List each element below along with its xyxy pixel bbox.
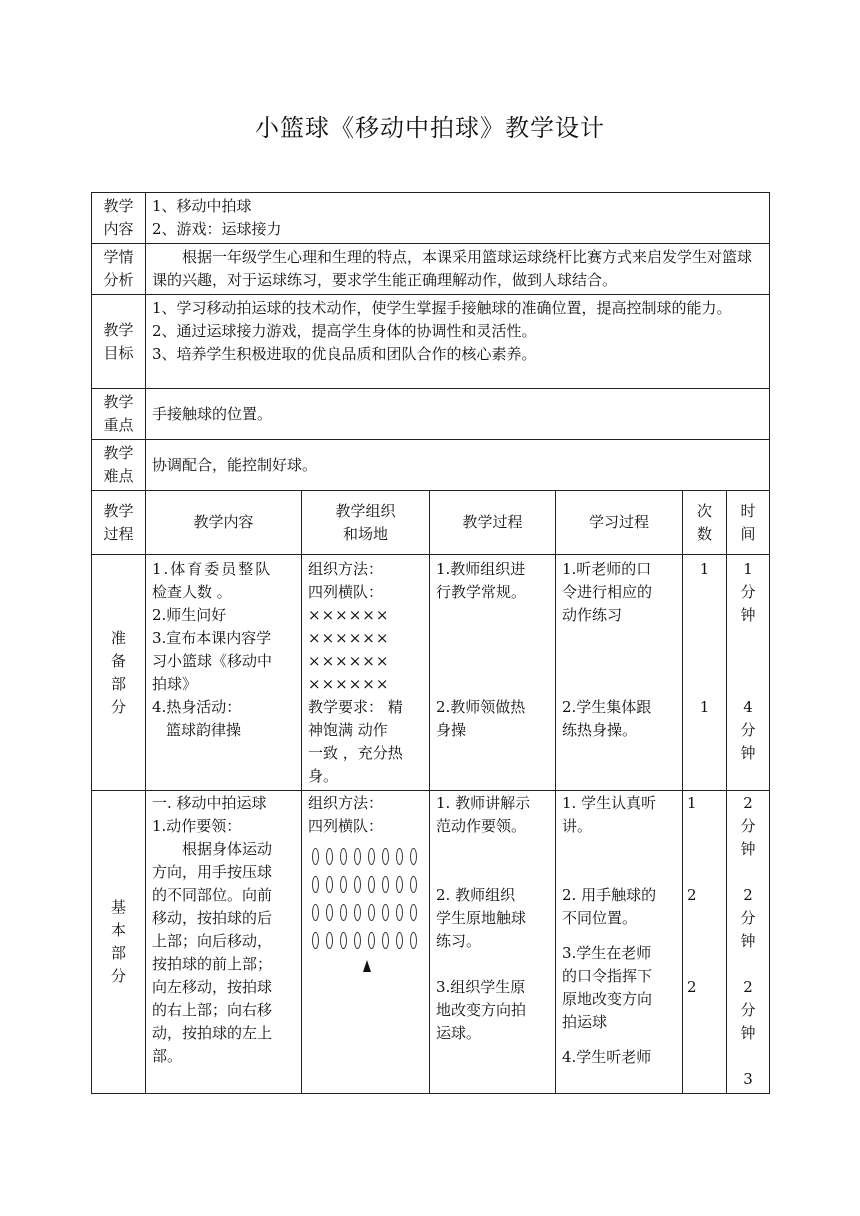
basic-line: 动，按拍球的左上 bbox=[152, 1024, 273, 1042]
time-value: 2 bbox=[743, 886, 753, 904]
count-value: 2 bbox=[687, 978, 697, 996]
formation-row: ×××××× bbox=[308, 629, 390, 647]
label-line: 分析 bbox=[103, 271, 134, 289]
time-value: 2 bbox=[743, 794, 753, 812]
prep-line: 3.宣布本课内容学 bbox=[152, 629, 272, 647]
basic-organization bbox=[302, 791, 430, 1094]
goal-line: 1、学习移动拍运球的技术动作，使学生掌握手接触球的准确位置，提高控制球的能力。 bbox=[152, 299, 732, 317]
student-analysis-text: 根据一年级学生心理和生理的特点，本课采用篮球运球绕杆比赛方式来启发学生对篮球课的兴趣，对于运球练习，要求学生能正确理解动作，做到人球结合。 bbox=[146, 244, 770, 295]
basic-subheading: 1.动作要领： bbox=[152, 817, 242, 835]
header-line: 数 bbox=[696, 524, 712, 543]
count-value: 1 bbox=[699, 560, 710, 578]
label-teaching-goals bbox=[92, 295, 146, 389]
formation-diagram bbox=[308, 844, 423, 972]
label-line: 学情 bbox=[103, 248, 134, 266]
row-teaching-goals bbox=[92, 295, 770, 389]
formation-row bbox=[308, 872, 423, 900]
section-char: 部 bbox=[110, 674, 126, 693]
prep-teaching bbox=[430, 555, 556, 791]
difficulty-text: 协调配合，能控制好球。 bbox=[146, 440, 770, 491]
key-point-text: 手接触球的位置。 bbox=[146, 389, 770, 440]
prep-line: 拍球》 bbox=[152, 675, 198, 693]
basic-learning bbox=[556, 791, 683, 1094]
prep-time bbox=[727, 555, 770, 791]
prep-learning bbox=[556, 555, 683, 791]
label-line: 教学 bbox=[103, 501, 134, 520]
teacher-triangle-icon bbox=[363, 960, 371, 972]
org-method: 组织方法： bbox=[308, 794, 384, 812]
org-requirement: 神饱满 动作 bbox=[308, 721, 388, 739]
time-value: 4 bbox=[743, 698, 753, 716]
learn-line: 不同位置。 bbox=[562, 909, 638, 927]
goal-line: 3、培养学生积极进取的优良品质和团队合作的核心素养。 bbox=[152, 345, 537, 363]
prep-count bbox=[683, 555, 727, 791]
section-char: 分 bbox=[110, 967, 126, 985]
time-unit: 分 bbox=[740, 1001, 756, 1019]
section-char: 基 bbox=[110, 898, 126, 916]
time-unit: 钟 bbox=[740, 606, 756, 624]
header-content: 教学内容 bbox=[146, 491, 302, 555]
basic-heading: 一. 移动中拍运球 bbox=[152, 794, 267, 812]
learn-line: 练热身操。 bbox=[562, 721, 638, 739]
section-preparation-label bbox=[92, 555, 146, 791]
header-time bbox=[727, 491, 770, 555]
section-char: 准 bbox=[110, 628, 126, 647]
label-student-analysis bbox=[92, 244, 146, 295]
learn-line: 1.听老师的口 bbox=[562, 560, 652, 578]
time-unit: 分 bbox=[740, 583, 756, 601]
org-formation: 四列横队： bbox=[308, 817, 384, 835]
learn-line: 讲。 bbox=[562, 817, 593, 835]
basic-count bbox=[683, 791, 727, 1094]
document-title: 小篮球《移动中拍球》教学设计 bbox=[255, 114, 605, 142]
header-process bbox=[92, 491, 146, 555]
teach-line: 1.教师组织进 bbox=[436, 560, 526, 578]
learn-line: 原地改变方向 bbox=[562, 990, 653, 1008]
formation-row bbox=[308, 844, 423, 872]
time-value: 1 bbox=[743, 560, 753, 578]
teach-line: 3.组织学生原 bbox=[436, 978, 526, 996]
formation-row bbox=[308, 928, 423, 956]
goal-line: 2、通过运球接力游戏，提高学生身体的协调性和灵活性。 bbox=[152, 322, 537, 340]
label-line: 教学 bbox=[103, 393, 134, 411]
time-value: 3 bbox=[743, 1070, 753, 1088]
row-basic bbox=[92, 791, 770, 1094]
count-value: 1 bbox=[687, 794, 697, 812]
content-line: 2、游戏：运球接力 bbox=[152, 220, 282, 238]
teaching-goals-text bbox=[146, 295, 770, 389]
teaching-content-text bbox=[146, 193, 770, 244]
label-key-point bbox=[92, 389, 146, 440]
row-teaching-content bbox=[92, 193, 770, 244]
time-unit: 钟 bbox=[740, 1024, 756, 1042]
prep-line: 习小篮球《移动中 bbox=[152, 652, 273, 670]
prep-line: 2.师生问好 bbox=[152, 606, 227, 624]
learn-line: 2.学生集体跟 bbox=[562, 698, 652, 716]
time-unit: 分 bbox=[740, 721, 756, 739]
org-method: 组织方法： bbox=[308, 560, 384, 578]
basic-line: 向左移动，按拍球 bbox=[152, 978, 273, 996]
learn-line: 动作练习 bbox=[562, 606, 623, 624]
count-value: 2 bbox=[687, 886, 697, 904]
time-unit: 钟 bbox=[740, 840, 756, 858]
prep-content bbox=[146, 555, 302, 791]
label-line: 教学 bbox=[103, 197, 134, 215]
row-process-header bbox=[92, 491, 770, 555]
teach-line: 2.教师领做热 bbox=[436, 698, 526, 716]
basic-line: 上部；向后移动， bbox=[152, 932, 273, 950]
teach-line: 身操 bbox=[436, 721, 467, 739]
formation-row bbox=[308, 900, 423, 928]
learn-line: 3.学生在老师 bbox=[562, 944, 652, 962]
header-line: 和场地 bbox=[342, 524, 388, 543]
basic-line: 根据身体运动 bbox=[182, 840, 273, 858]
prep-line: 篮球韵律操 bbox=[166, 721, 242, 739]
header-line: 教学组织 bbox=[335, 501, 396, 520]
label-line: 难点 bbox=[103, 467, 134, 485]
learn-line: 的口令指挥下 bbox=[562, 967, 653, 985]
time-value: 2 bbox=[743, 978, 753, 996]
section-char: 备 bbox=[110, 651, 126, 670]
label-difficulty bbox=[92, 440, 146, 491]
content-line: 1、移动中拍球 bbox=[152, 197, 252, 215]
row-preparation bbox=[92, 555, 770, 791]
teach-line: 范动作要领。 bbox=[436, 817, 527, 835]
basic-content bbox=[146, 791, 302, 1094]
time-unit: 钟 bbox=[740, 744, 756, 762]
prep-line: 检查人数 。 bbox=[152, 583, 232, 601]
teach-line: 学生原地触球 bbox=[436, 909, 527, 927]
learn-line: 令进行相应的 bbox=[562, 583, 653, 601]
basic-line: 按拍球的前上部； bbox=[152, 955, 273, 973]
basic-time bbox=[727, 791, 770, 1094]
basic-line: 的不同部位。向前 bbox=[152, 886, 273, 904]
teach-line: 运球。 bbox=[436, 1024, 482, 1042]
header-line: 次 bbox=[696, 501, 712, 520]
header-learning-process: 学习过程 bbox=[556, 491, 683, 555]
learn-line: 1. 学生认真听 bbox=[562, 794, 657, 812]
label-line: 教学 bbox=[103, 444, 134, 462]
teach-line: 2. 教师组织 bbox=[436, 886, 516, 904]
row-key-point bbox=[92, 389, 770, 440]
org-requirement: 身。 bbox=[308, 767, 339, 785]
label-line: 教学 bbox=[103, 320, 134, 339]
basic-teaching bbox=[430, 791, 556, 1094]
time-unit: 分 bbox=[740, 909, 756, 927]
section-char: 本 bbox=[110, 921, 126, 939]
org-requirement: 教学要求： 精 bbox=[308, 698, 403, 716]
teach-line: 练习。 bbox=[436, 932, 482, 950]
prep-line: 4.热身活动： bbox=[152, 698, 242, 716]
prep-line: 1.体育委员整队 bbox=[152, 560, 273, 578]
basic-line: 部。 bbox=[152, 1047, 183, 1065]
time-unit: 分 bbox=[740, 817, 756, 835]
section-char: 分 bbox=[110, 697, 126, 716]
formation-row: ×××××× bbox=[308, 675, 390, 693]
lesson-plan-table bbox=[91, 192, 770, 1094]
time-unit: 钟 bbox=[740, 932, 756, 950]
prep-organization bbox=[302, 555, 430, 791]
row-student-analysis bbox=[92, 244, 770, 295]
label-line: 内容 bbox=[103, 220, 134, 238]
basic-line: 移动，按拍球的后 bbox=[152, 909, 273, 927]
header-line: 间 bbox=[740, 524, 756, 543]
label-line: 重点 bbox=[103, 416, 134, 434]
label-line: 过程 bbox=[103, 524, 134, 543]
formation-row: ×××××× bbox=[308, 606, 390, 624]
teach-line: 地改变方向拍 bbox=[436, 1001, 527, 1019]
learn-line: 4.学生听老师 bbox=[562, 1048, 652, 1066]
teach-line: 行教学常规。 bbox=[436, 583, 527, 601]
learn-line: 拍运球 bbox=[562, 1013, 608, 1031]
row-difficulty bbox=[92, 440, 770, 491]
org-formation: 四列横队： bbox=[308, 583, 384, 601]
teach-line: 1. 教师讲解示 bbox=[436, 794, 531, 812]
formation-row: ×××××× bbox=[308, 652, 390, 670]
header-teaching-process: 教学过程 bbox=[430, 491, 556, 555]
section-basic-label bbox=[92, 791, 146, 1094]
header-organization bbox=[302, 491, 430, 555]
org-requirement: 一致 ，充分热 bbox=[308, 744, 403, 762]
basic-line: 方向，用手按压球 bbox=[152, 863, 273, 881]
label-teaching-content bbox=[92, 193, 146, 244]
basic-line: 的右上部；向右移 bbox=[152, 1001, 273, 1019]
header-count bbox=[683, 491, 727, 555]
count-value: 1 bbox=[699, 698, 710, 716]
learn-line: 2. 用手触球的 bbox=[562, 886, 657, 904]
section-char: 部 bbox=[110, 944, 126, 962]
header-line: 时 bbox=[740, 501, 756, 520]
label-line: 目标 bbox=[103, 343, 134, 362]
